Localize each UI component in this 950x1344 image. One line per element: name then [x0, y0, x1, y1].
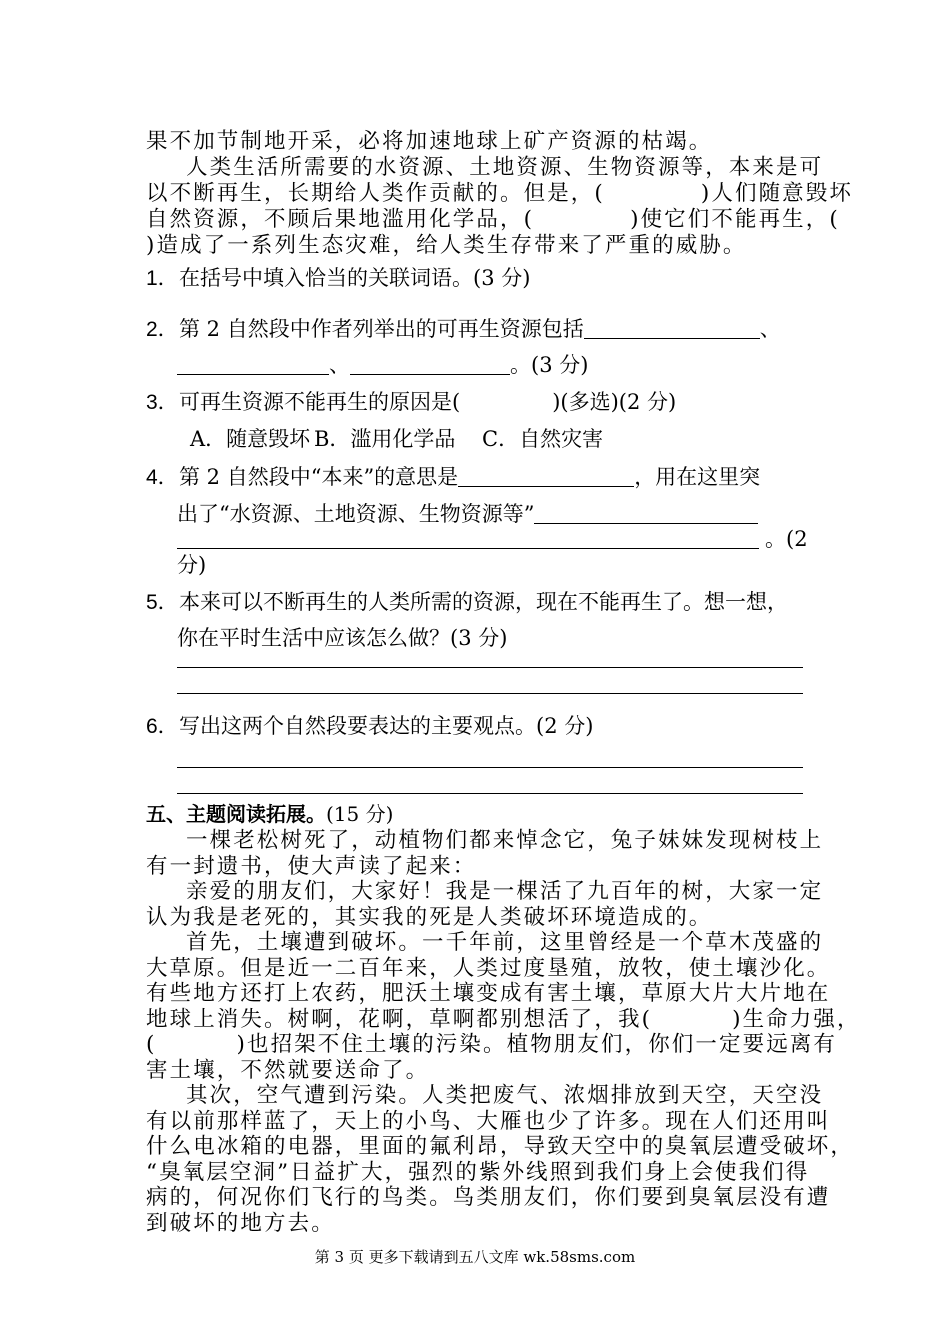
para-line: 害土壤，不然就要送命了。 [146, 1058, 430, 1083]
answer-line[interactable] [177, 693, 803, 694]
para-line: )造成了一系列生态灾难，给人类生存带来了严重的威胁。 [146, 233, 747, 258]
question-1 [146, 262, 530, 292]
question-score: 。(3 分) [510, 353, 589, 377]
question-text: 第 2 自然段中作者列举出的可再生资源包括 [179, 317, 584, 341]
question-score: 。(2 [765, 527, 808, 551]
question-5 [146, 586, 788, 616]
question-number: 5． [146, 591, 179, 614]
question-number: 3． [146, 391, 179, 414]
para-text: 以不断再生，长期给人类作贡献的。但是，( [146, 181, 605, 206]
option-a[interactable]: A．随意毁坏 [190, 427, 311, 451]
para-line: 首先，土壤遭到破坏。一千年前，这里曾经是一个草木茂盛的 [186, 930, 824, 955]
answer-blank[interactable] [584, 317, 760, 339]
para-text: )也招架不住土壤的污染。植物朋友们，你们一定要远离有 [236, 1032, 837, 1057]
question-text: 出了“水资源、土地资源、生物资源等” [177, 502, 535, 526]
para-text: )使它们不能再生，( [630, 207, 840, 232]
question-text: 写出这两个自然段要表达的主要观点。(2 分) [179, 714, 594, 738]
question-text: 在括号中填入恰当的关联词语。(3 分) [179, 266, 531, 290]
question-3-options [190, 423, 603, 453]
para-line: 一棵老松树死了，动植物们都来悼念它，兔子妹妹发现树枝上 [186, 828, 824, 853]
para-line: 什么电冰箱的电器，里面的氟利昂，导致天空中的臭氧层遭受破坏， [146, 1134, 855, 1159]
para-text: 自然资源，不顾后果地滥用化学品，( [146, 207, 535, 232]
para-line: “臭氧层空洞”日益扩大，强烈的紫外线照到我们身上会使我们得 [146, 1160, 810, 1185]
para-line: 有些地方还打上农药，肥沃土壤变成有害土壤，草原大片大片地在 [146, 981, 831, 1006]
para-line: 有一封遗书，使大声读了起来： [146, 854, 477, 879]
para-line: 到破坏的地方去。 [146, 1211, 335, 1236]
section-score: (15 分) [326, 802, 394, 826]
question-number: 4． [146, 466, 179, 489]
question-score: )(多选)(2 分) [552, 390, 677, 414]
option-b[interactable]: B．滥用化学品 [314, 427, 456, 451]
answer-blank[interactable] [534, 502, 758, 524]
para-line: 亲爱的朋友们，大家好！我是一棵活了九百年的树，大家一定 [186, 879, 824, 904]
para-text: ( [146, 1032, 157, 1057]
answer-blank[interactable] [177, 527, 759, 549]
question-2-line2 [177, 349, 588, 379]
para-line: 果不加节制地开采，必将加速地球上矿产资源的枯竭。 [146, 129, 713, 154]
question-4-line4: 分) [177, 553, 207, 577]
option-c[interactable]: C．自然灾害 [482, 427, 604, 451]
para-line: 认为我是老死的，其实我的死是人类破坏环境造成的。 [146, 905, 713, 930]
question-4 [146, 461, 760, 491]
para-line: 病的，何况你们飞行的鸟类。鸟类朋友们，你们要到臭氧层没有遭 [146, 1185, 831, 1210]
answer-blank[interactable] [350, 353, 510, 375]
question-4-line3 [177, 523, 808, 553]
para-text: )人们随意毁坏 [700, 181, 853, 206]
question-number: 2． [146, 318, 179, 341]
answer-line[interactable] [177, 667, 803, 668]
separator: 、 [759, 317, 781, 341]
question-6 [146, 710, 593, 740]
question-text: 可再生资源不能再生的原因是( [179, 390, 461, 414]
para-line: 其次，空气遭到污染。人类把废气、浓烟排放到天空，天空没 [186, 1083, 824, 1108]
page-footer: 第 3 页 更多下载请到五八文库 wk.58sms.com [314, 1248, 636, 1266]
section-heading: 五、主题阅读拓展。 [146, 802, 326, 826]
answer-line[interactable] [177, 767, 803, 768]
question-3 [146, 386, 676, 416]
question-text: ，用在这里突 [634, 465, 761, 489]
answer-blank[interactable] [458, 465, 634, 487]
para-text: )生命力强， [732, 1007, 861, 1032]
answer-blank[interactable] [177, 353, 329, 375]
para-line: 大草原。但是近一二百年来，人类过度垦殖，放牧，使土壤沙化。 [146, 956, 831, 981]
question-2 [146, 313, 781, 343]
question-text: 本来可以不断再生的人类所需的资源，现在不能再生了。想一想， [179, 590, 788, 614]
para-line: 有以前那样蓝了，天上的小鸟、大雁也少了许多。现在人们还用叫 [146, 1109, 831, 1134]
question-text: 第 2 自然段中“本来”的意思是 [179, 465, 459, 489]
question-5-line2: 你在平时生活中应该怎么做？(3 分) [177, 626, 508, 650]
separator: 、 [329, 353, 350, 377]
para-text: 地球上消失。树啊，花啊，草啊都别想活了，我( [146, 1007, 653, 1032]
answer-line[interactable] [177, 793, 803, 794]
question-number: 1． [146, 267, 179, 290]
para-line: 人类生活所需要的水资源、土地资源、生物资源等，本来是可 [186, 155, 824, 180]
question-number: 6． [146, 715, 179, 738]
